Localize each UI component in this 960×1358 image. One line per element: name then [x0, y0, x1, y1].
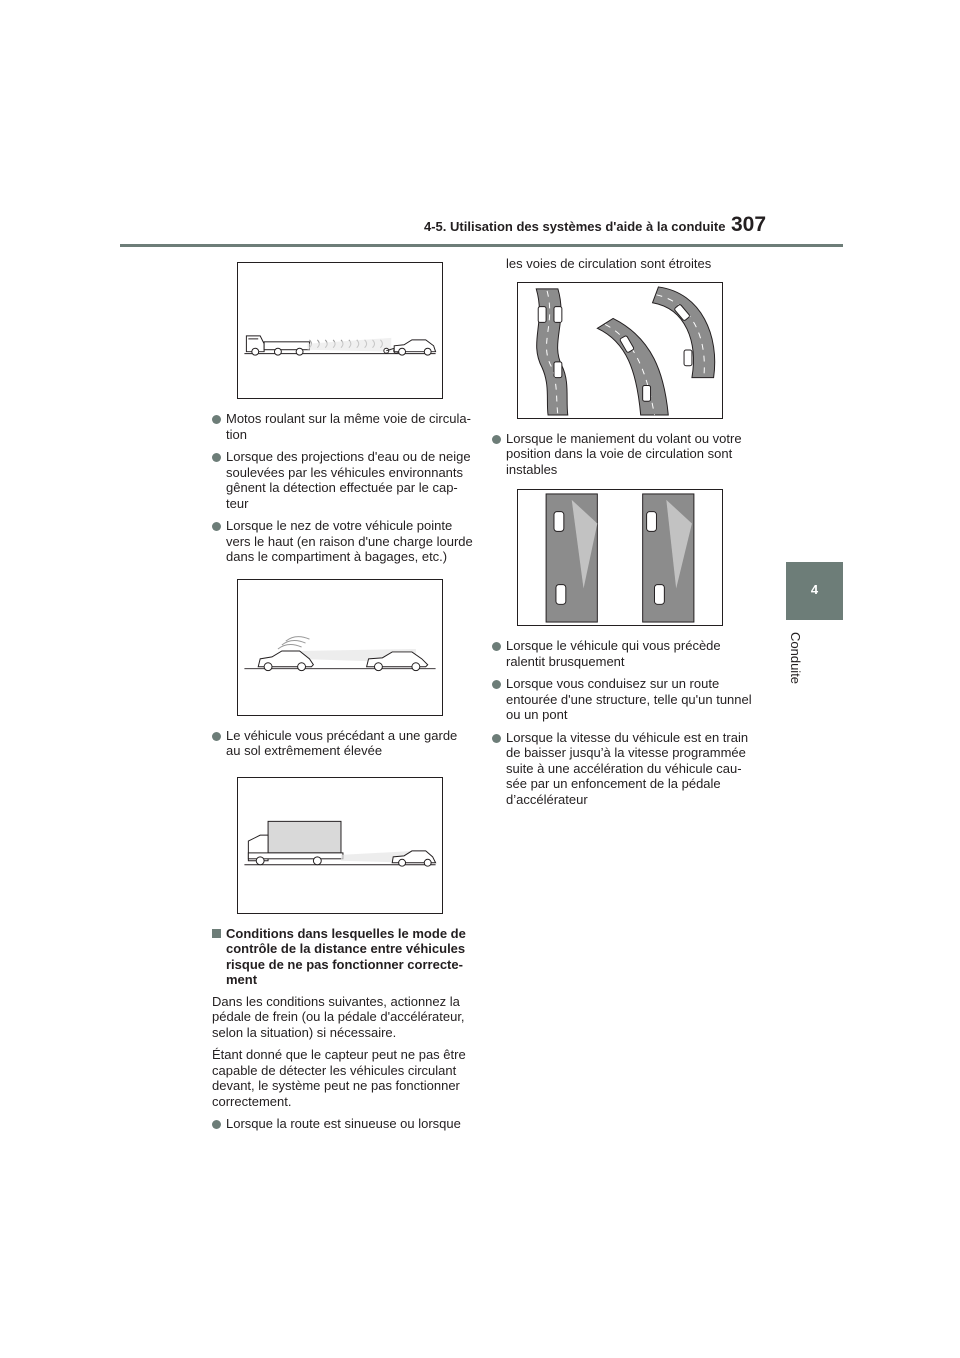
bullet-dot-icon	[492, 642, 501, 651]
bullet-item: Lorsque la vitesse du véhicule est en train de baisser jusqu’à la vitesse programmée suite à une accélération du véhicule cau-sée par un enfoncement de la pédale d’accélérateur	[492, 730, 754, 808]
right-column	[492, 256, 754, 814]
car-illustration	[394, 340, 435, 355]
bullet-dot-icon	[492, 734, 501, 743]
chapter-tab[interactable]	[786, 562, 843, 620]
bullet-item: Lorsque des projections d'eau ou de neige soulevées par les véhicules environnants gênent la détection effectuée par le cap-teur	[212, 449, 474, 511]
bullet-dot-icon	[212, 522, 221, 531]
chapter-number: 4	[810, 582, 819, 597]
bullet-dot-icon	[492, 680, 501, 689]
paragraph: Dans les conditions suivantes, actionnez la pédale de frein (ou la pédale d'accélérateur, selon la situation) si nécessaire.	[212, 993, 465, 1040]
continuation-text: les voies de circulation sont étroites	[506, 256, 712, 271]
paragraph: Étant donné que le capteur peut ne pas être capable de détecter les véhicules circulant devant, le système peut ne pas fonctionner correctement.	[212, 1047, 466, 1109]
section-title: 4-5. Utilisation des systèmes d'aide à la conduite	[424, 219, 726, 234]
figure-curvy-roads	[517, 282, 723, 419]
truck-illustration	[246, 336, 309, 355]
section-heading: Conditions dans lesquelles le mode de contrôle de la distance entre véhicules risque de ne pas fonctionner correcte-ment	[212, 926, 474, 988]
figure-motorcycle	[237, 262, 443, 399]
left-column	[212, 262, 474, 1139]
bullet-item: Lorsque vous conduisez sur un route entourée d'une structure, telle qu'un tunnel ou un pont	[492, 676, 754, 723]
bullet-item: Lorsque le nez de votre véhicule pointe vers le haut (en raison d'une charge lourde dans le compartiment à bagages, etc.)	[212, 518, 474, 565]
bullet-dot-icon	[212, 732, 221, 741]
bullet-dot-icon	[212, 1120, 221, 1129]
truck-illustration	[248, 821, 343, 864]
bullet-item: Motos roulant sur la même voie de circula-tion	[212, 411, 474, 442]
figure-lane-position	[517, 489, 723, 626]
bullet-dot-icon	[212, 415, 221, 424]
chapter-label: Conduite	[788, 632, 803, 685]
bullet-item: Le véhicule vous précédant a une garde au sol extrêmement élevée	[212, 728, 474, 759]
bullet-item: Lorsque le véhicule qui vous précède ralentit brusquement	[492, 638, 754, 669]
square-bullet-icon	[212, 929, 221, 938]
bullet-item: Lorsque la route est sinueuse ou lorsque	[212, 1116, 474, 1132]
bullet-dot-icon	[492, 435, 501, 444]
bullet-item: Lorsque le maniement du volant ou votre position dans la voie de circulation sont instables	[492, 431, 754, 478]
figure-nose-up	[237, 579, 443, 716]
bullet-dot-icon	[212, 453, 221, 462]
page-number: 307	[731, 213, 767, 236]
header-rule	[120, 244, 843, 247]
figure-high-clearance	[237, 777, 443, 914]
